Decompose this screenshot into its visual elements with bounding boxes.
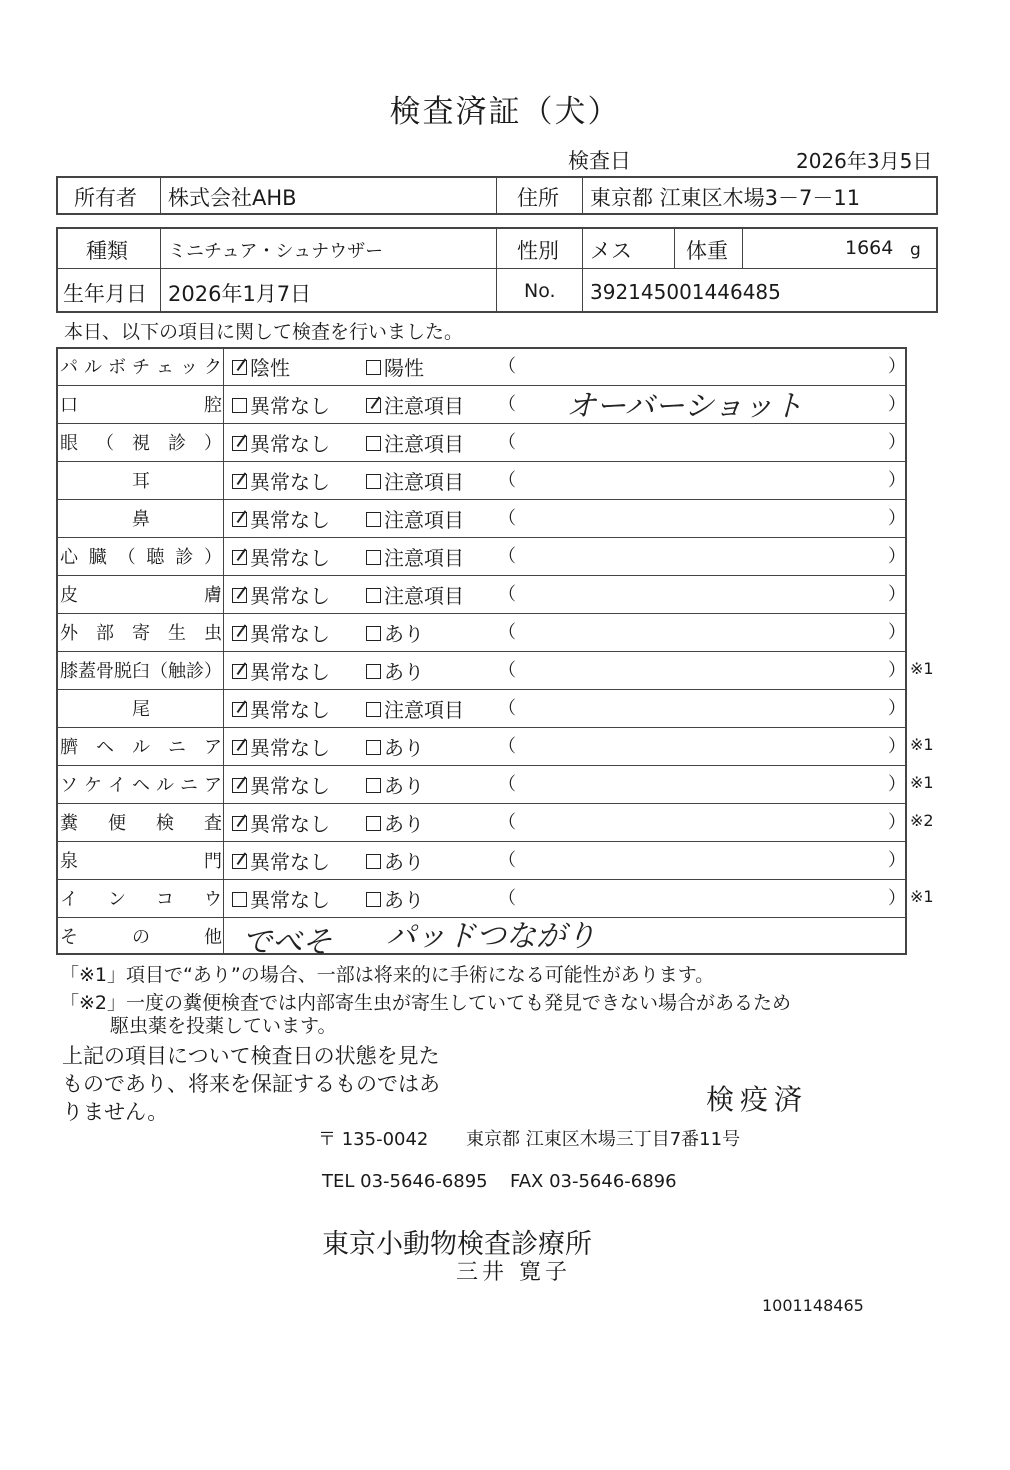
option-normal[interactable]	[232, 694, 330, 723]
option-normal[interactable]	[232, 428, 330, 457]
option-label: 異常なし	[250, 736, 330, 760]
clinic-address: 東京都 江東区木場三丁目7番11号	[466, 1129, 741, 1150]
inspection-row	[56, 613, 906, 651]
paren-open: （	[498, 850, 516, 871]
paren-close: ）	[888, 470, 906, 491]
address-label: 住所	[517, 186, 559, 210]
paren-close: ）	[888, 432, 906, 453]
weight-unit: g	[910, 240, 921, 260]
option-abnormal[interactable]	[366, 694, 464, 723]
exam-date-value: 2026年3月5日	[796, 149, 933, 173]
checkbox[interactable]	[232, 360, 247, 375]
inspection-row	[56, 385, 906, 423]
option-label: あり	[384, 812, 424, 836]
option-label: 注意項目	[384, 698, 464, 722]
inspection-item-name: 泉 門	[60, 851, 222, 872]
sex-value: メス	[590, 239, 632, 263]
checkbox[interactable]	[366, 664, 381, 679]
option-normal[interactable]	[232, 580, 330, 609]
inspection-item-name: 外 部 寄 生 虫	[60, 623, 222, 644]
inspection-item-name: 鼻	[132, 509, 150, 530]
paren-close: ）	[888, 508, 906, 529]
option-abnormal[interactable]	[366, 618, 424, 647]
checkbox[interactable]	[366, 360, 381, 375]
intro-text: 本日、以下の項目に関して検査を行いました。	[64, 321, 464, 343]
inspection-item-name: 膝 蓋 骨 脱 臼 （ 触 診 ）	[60, 661, 222, 682]
option-normal[interactable]	[232, 504, 330, 533]
option-label: あり	[384, 622, 424, 646]
option-normal[interactable]	[232, 884, 330, 913]
option-label: 注意項目	[384, 584, 464, 608]
inspection-item-name: 皮 膚	[60, 585, 222, 606]
option-normal[interactable]	[232, 466, 330, 495]
checkbox[interactable]	[232, 740, 247, 755]
checkbox[interactable]	[232, 702, 247, 717]
inspection-item-name: 眼 （ 視 診 ）	[60, 433, 222, 454]
checkbox[interactable]	[232, 550, 247, 565]
inspection-item-name: パ ル ボ チ ェ ッ ク	[60, 357, 222, 378]
other-handwritten-1: でべそ	[242, 925, 332, 960]
option-normal[interactable]	[232, 618, 330, 647]
paren-close: ）	[888, 356, 906, 377]
paren-close: ）	[888, 888, 906, 909]
inspection-item-name: 臍 ヘ ル ニ ア	[60, 737, 222, 758]
inspection-item-name: イ ン コ ウ	[60, 889, 222, 910]
paren-open: （	[498, 660, 516, 681]
checkbox[interactable]	[366, 436, 381, 451]
other-handwritten-2: パッドつながり	[386, 919, 596, 954]
paren-open: （	[498, 584, 516, 605]
sex-label: 性別	[517, 239, 559, 263]
checkbox[interactable]	[366, 550, 381, 565]
inspection-item-name: ソ ケ イ ヘ ル ニ ア	[60, 775, 222, 796]
option-label: 異常なし	[250, 394, 330, 418]
tel: TEL 03-5646-6895	[322, 1171, 488, 1192]
option-label: 異常なし	[250, 508, 330, 532]
inspection-row	[56, 537, 906, 575]
option-label: 注意項目	[384, 546, 464, 570]
remark-marker: ※1	[910, 659, 934, 678]
inspection-row	[56, 727, 934, 765]
paren-open: （	[498, 698, 516, 719]
option-abnormal[interactable]	[366, 656, 424, 685]
inspection-item-name: 尾	[132, 699, 150, 720]
paren-close: ）	[888, 394, 906, 415]
clinic-name: 東京小動物検査診療所	[322, 1229, 592, 1260]
checkbox[interactable]	[232, 664, 247, 679]
option-abnormal[interactable]	[366, 504, 464, 533]
remark-marker: ※1	[910, 735, 934, 754]
page-title: 検査済証（犬）	[389, 94, 621, 130]
paren-open: （	[498, 774, 516, 795]
inspection-row	[56, 803, 934, 841]
checkbox[interactable]	[232, 474, 247, 489]
postal-code: 〒 135-0042	[318, 1129, 429, 1150]
other-row: そ の 他 でべそ パッドつながり	[56, 917, 906, 955]
inspection-item-name: 口 腔	[60, 395, 222, 416]
option-normal[interactable]	[232, 542, 330, 571]
option-label: あり	[384, 774, 424, 798]
option-normal[interactable]	[232, 656, 330, 685]
inspection-item-name: 耳	[132, 471, 150, 492]
checkbox[interactable]	[366, 778, 381, 793]
paren-open: （	[498, 622, 516, 643]
option-normal[interactable]	[232, 352, 290, 381]
checkbox[interactable]	[232, 626, 247, 641]
owner-value: 株式会社AHB	[168, 186, 297, 210]
checkbox[interactable]	[232, 816, 247, 831]
inspection-row	[56, 575, 906, 613]
address-value: 東京都 江東区木場3－7－11	[590, 186, 861, 210]
paren-close: ）	[888, 850, 906, 871]
option-abnormal[interactable]	[366, 352, 424, 381]
checkbox[interactable]	[232, 854, 247, 869]
paren-open: （	[498, 470, 516, 491]
inspection-row	[56, 689, 906, 727]
paren-open: （	[498, 888, 516, 909]
paren-close: ）	[888, 698, 906, 719]
checkbox[interactable]	[232, 588, 247, 603]
checkbox[interactable]	[232, 436, 247, 451]
option-normal[interactable]	[232, 770, 330, 799]
option-abnormal[interactable]	[366, 846, 424, 875]
option-label: 異常なし	[250, 660, 330, 684]
option-label: 異常なし	[250, 622, 330, 646]
option-abnormal[interactable]	[366, 732, 424, 761]
inspection-row	[56, 841, 906, 879]
checkbox[interactable]	[366, 588, 381, 603]
paren-close: ）	[888, 812, 906, 833]
option-abnormal[interactable]	[366, 770, 424, 799]
checkbox[interactable]	[232, 512, 247, 527]
paren-close: ）	[888, 660, 906, 681]
remark-marker: ※2	[910, 811, 934, 830]
paren-open: （	[498, 356, 516, 377]
option-label: 異常なし	[250, 698, 330, 722]
option-label: 異常なし	[250, 546, 330, 570]
option-label: 陽性	[384, 356, 424, 380]
paren-open: （	[498, 432, 516, 453]
option-abnormal[interactable]	[366, 542, 464, 571]
paren-close: ）	[888, 774, 906, 795]
checkbox[interactable]	[366, 512, 381, 527]
inspection-row	[56, 651, 934, 689]
option-label: 異常なし	[250, 888, 330, 912]
breed-value: ミニチュア・シュナウザー	[168, 241, 384, 262]
handwritten-note: オーバーショット	[566, 389, 804, 424]
paren-open: （	[498, 812, 516, 833]
option-abnormal[interactable]	[366, 428, 464, 457]
footnote-2-line2: 駆虫薬を投薬しています。	[110, 1015, 337, 1037]
option-normal[interactable]	[232, 808, 330, 837]
option-label: 陰性	[250, 356, 290, 380]
footnote-1: 「※1」項目で“あり”の場合、一部は将来的に手術になる可能性があります。	[60, 964, 715, 986]
checkbox[interactable]	[366, 854, 381, 869]
checkbox[interactable]	[366, 702, 381, 717]
veterinarian-name: 三井 寛子	[456, 1260, 571, 1285]
checkbox[interactable]	[366, 740, 381, 755]
inspection-row	[56, 461, 906, 499]
owner-label: 所有者	[74, 186, 137, 210]
disclaimer: 上記の項目について検査日の状態を見たものであり、将来を保証するものではありません。	[62, 1044, 440, 1124]
inspection-row	[56, 423, 906, 461]
checkbox[interactable]	[366, 626, 381, 641]
option-label: あり	[384, 850, 424, 874]
option-abnormal[interactable]	[366, 884, 424, 913]
inspection-item-name: 心 臓 （ 聴 診 ）	[60, 547, 222, 568]
option-label: 異常なし	[250, 470, 330, 494]
option-label: 注意項目	[384, 508, 464, 532]
checkbox[interactable]	[232, 778, 247, 793]
option-label: 注意項目	[384, 432, 464, 456]
paren-open: （	[498, 736, 516, 757]
option-abnormal[interactable]	[366, 580, 464, 609]
option-normal[interactable]	[232, 732, 330, 761]
option-label: 異常なし	[250, 584, 330, 608]
option-label: あり	[384, 660, 424, 684]
option-abnormal[interactable]	[366, 808, 424, 837]
serial-number: 1001148465	[762, 1296, 864, 1315]
checkbox[interactable]	[366, 398, 381, 413]
remark-marker: ※1	[910, 773, 934, 792]
option-label: あり	[384, 888, 424, 912]
number-value: 392145001446485	[590, 280, 781, 304]
paren-close: ）	[888, 622, 906, 643]
checkbox[interactable]	[232, 892, 247, 907]
inspection-row	[56, 499, 906, 537]
option-label: 異常なし	[250, 432, 330, 456]
checkbox[interactable]	[366, 816, 381, 831]
option-normal[interactable]	[232, 846, 330, 875]
option-label: あり	[384, 736, 424, 760]
option-label: 注意項目	[384, 394, 464, 418]
paren-open: （	[498, 546, 516, 567]
option-label: 異常なし	[250, 850, 330, 874]
option-abnormal[interactable]	[366, 466, 464, 495]
paren-close: ）	[888, 584, 906, 605]
paren-open: （	[498, 508, 516, 529]
option-label: 注意項目	[384, 470, 464, 494]
option-normal[interactable]	[232, 390, 330, 419]
checkbox[interactable]	[232, 398, 247, 413]
paren-close: ）	[888, 546, 906, 567]
remark-marker: ※1	[910, 887, 934, 906]
quarantine-stamp: 検疫済	[706, 1083, 809, 1116]
inspection-row	[56, 765, 934, 803]
option-label: 異常なし	[250, 812, 330, 836]
inspection-row	[56, 347, 906, 385]
checkbox[interactable]	[366, 474, 381, 489]
inspection-item-name: 糞 便 検 査	[60, 813, 222, 834]
checkbox[interactable]	[366, 892, 381, 907]
number-label: No.	[524, 280, 556, 302]
birth-label: 生年月日	[63, 282, 147, 306]
paren-open: （	[498, 394, 516, 415]
birth-value: 2026年1月7日	[168, 282, 312, 306]
exam-date-label: 検査日	[568, 149, 631, 173]
fax: FAX 03-5646-6896	[510, 1171, 677, 1192]
weight-value: 1664	[845, 237, 894, 259]
breed-label: 種類	[86, 239, 128, 263]
option-abnormal[interactable]	[366, 390, 464, 419]
option-label: 異常なし	[250, 774, 330, 798]
footnote-2-line1: 「※2」一度の糞便検査では内部寄生虫が寄生していても発見できない場合があるため	[60, 992, 792, 1014]
paren-close: ）	[888, 736, 906, 757]
weight-label: 体重	[686, 239, 728, 263]
